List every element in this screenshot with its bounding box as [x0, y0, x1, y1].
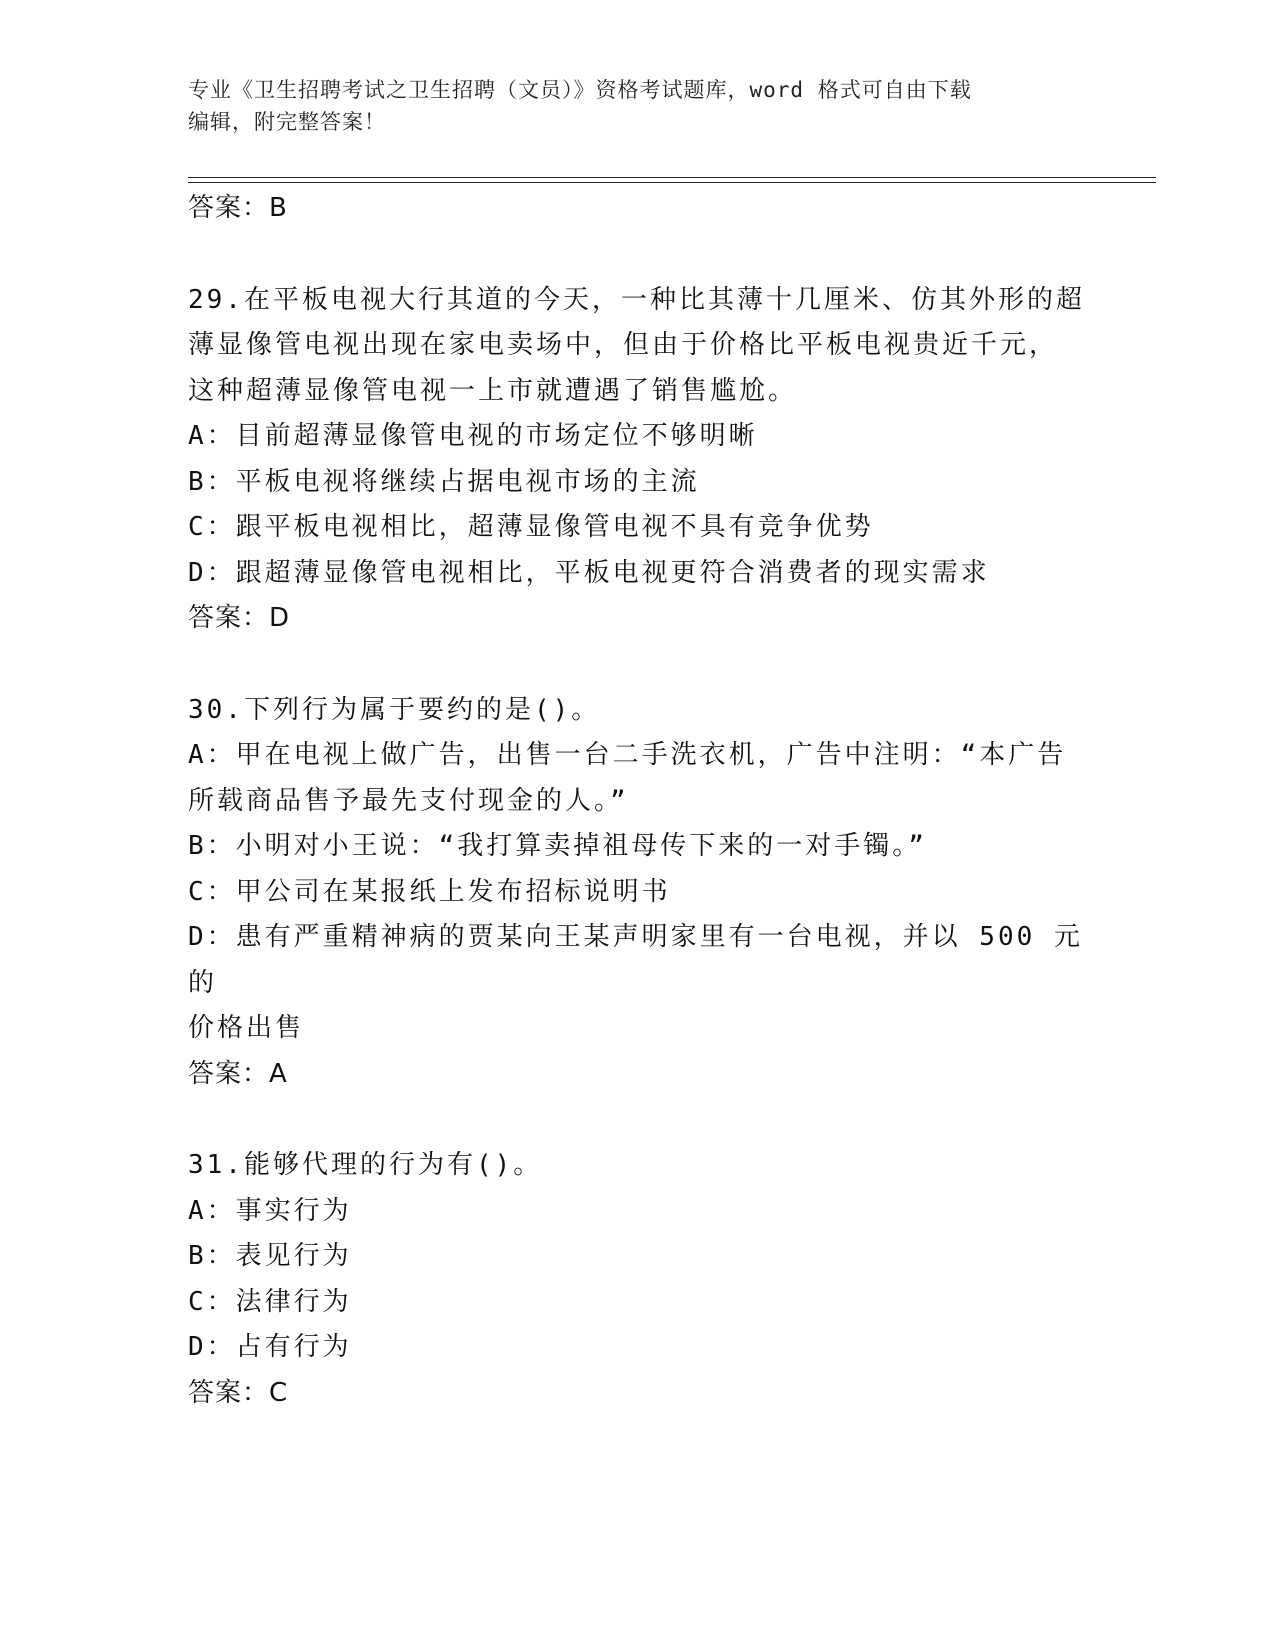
question-29-answer: 答案：D	[188, 603, 291, 633]
question-30	[188, 688, 1088, 1098]
spacer	[188, 642, 1088, 688]
question-31-option-d: D：占有行为	[188, 1332, 352, 1362]
question-30-stem: 30.下列行为属于要约的是()。	[188, 694, 601, 725]
question-31-answer: 答案：C	[188, 1377, 289, 1408]
question-29-option-c: C：跟平板电视相比，超薄显像管电视不具有竞争优势	[188, 512, 874, 542]
question-31-option-c: C：法律行为	[188, 1286, 352, 1317]
answer-previous: 答案：B	[188, 193, 288, 223]
question-29	[188, 278, 1088, 642]
question-31-stem: 31.能够代理的行为有()。	[188, 1150, 543, 1180]
question-30-option-a-line: A：甲在电视上做广告，出售一台二手洗衣机，广告中注明：“本广告	[188, 740, 1067, 770]
question-30-answer: 答案：A	[188, 1058, 288, 1089]
question-29-stem-line: 29.在平板电视大行其道的今天，一种比其薄十几厘米、仿其外形的超	[188, 284, 1085, 315]
header-line-1: 专业《卫生招聘考试之卫生招聘（文员）》资格考试题库，word 格式可自由下载	[188, 78, 972, 102]
header-divider-thick	[188, 177, 1156, 178]
question-content	[188, 186, 1088, 1416]
question-31	[188, 1143, 1088, 1416]
question-29-option-b: B：平板电视将继续占据电视市场的主流	[188, 466, 700, 497]
question-29-option-d: D：跟超薄显像管电视相比，平板电视更符合消费者的现实需求	[188, 557, 990, 588]
header-divider-thin	[188, 182, 1156, 183]
spacer	[188, 1097, 1088, 1143]
question-30-option-d-line: D：患有严重精神病的贾某向王某声明家里有一台电视，并以 500 元的	[188, 922, 1083, 998]
header-line-2: 编辑，附完整答案！	[188, 110, 386, 134]
question-30-option-c: C：甲公司在某报纸上发布招标说明书	[188, 876, 671, 907]
question-29-option-a: A：目前超薄显像管电视的市场定位不够明晰	[188, 421, 758, 451]
question-31-option-a: A：事实行为	[188, 1195, 352, 1226]
spacer	[188, 232, 1088, 278]
question-29-stem-line: 这种超薄显像管电视一上市就遭遇了销售尴尬。	[188, 375, 798, 406]
document-header	[188, 74, 1088, 138]
question-29-stem-line: 薄显像管电视出现在家电卖场中，但由于价格比平板电视贵近千元，	[188, 330, 1059, 360]
question-31-option-b: B：表见行为	[188, 1241, 352, 1271]
question-30-option-d-line: 价格出售	[188, 1013, 305, 1043]
question-30-option-a-line: 所载商品售予最先支付现金的人。”	[188, 785, 629, 816]
question-30-option-b: B：小明对小王说：“我打算卖掉祖母传下来的一对手镯。”	[188, 831, 927, 861]
